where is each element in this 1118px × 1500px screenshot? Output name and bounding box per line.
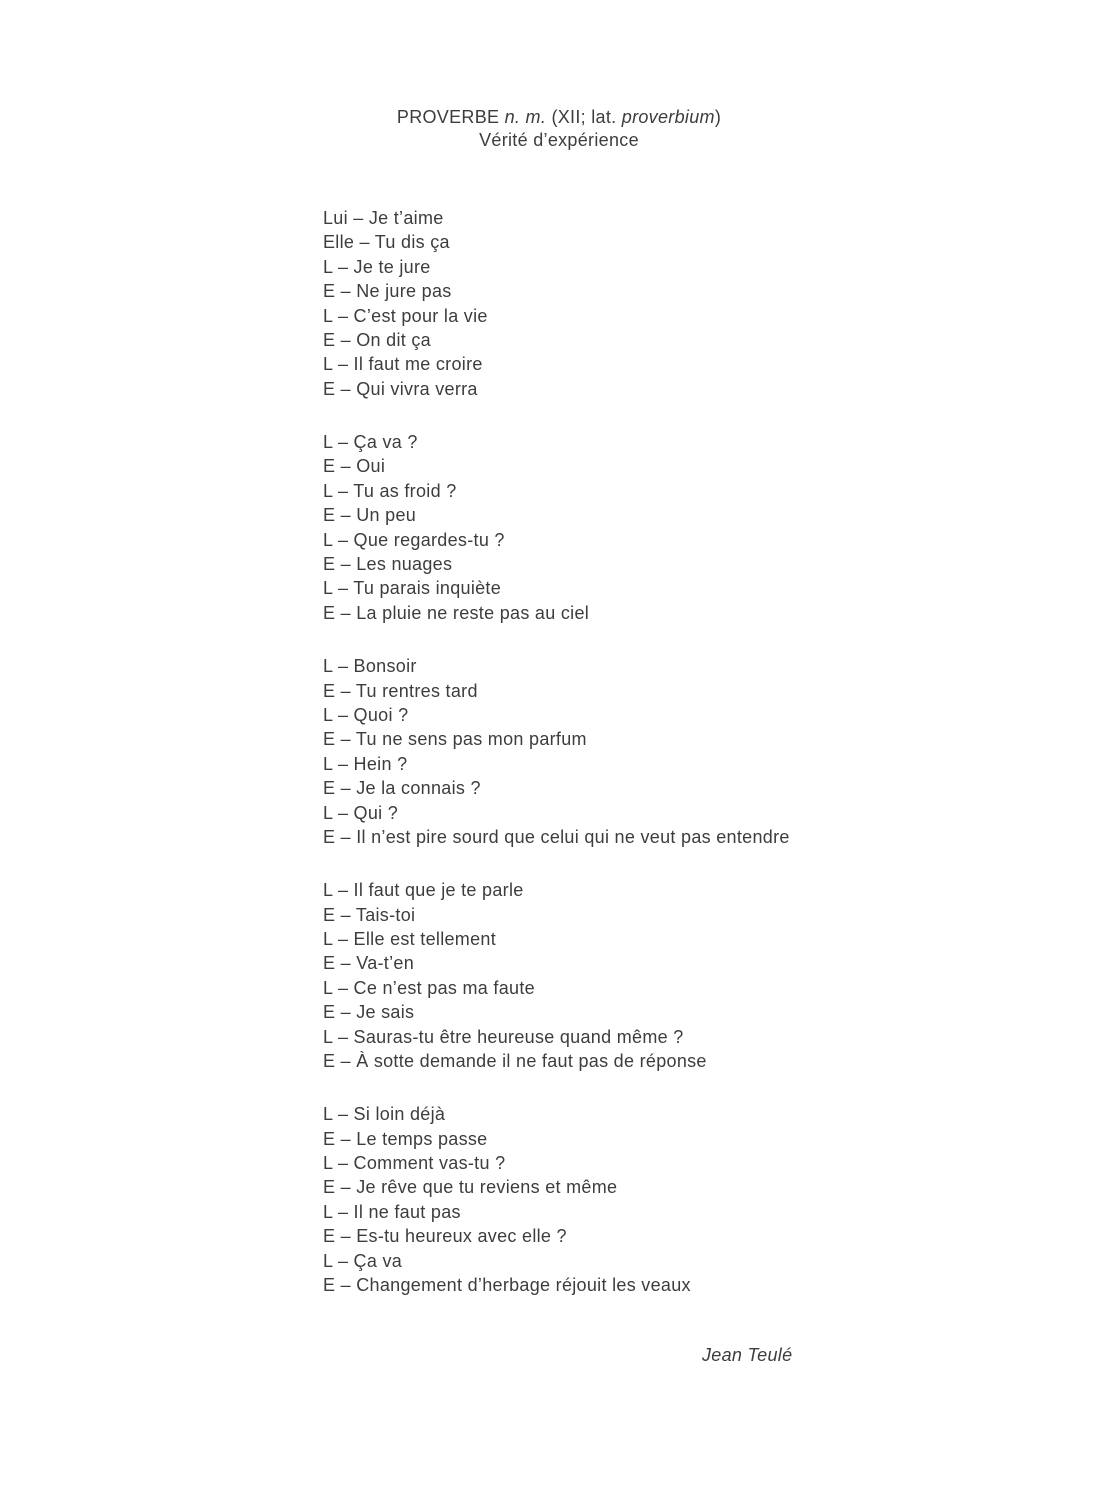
- title-term: PROVERBE: [396, 107, 505, 127]
- dialogue-line: L – Sauras-tu être heureuse quand même ?: [323, 1026, 684, 1047]
- dialogue-line: E – Il n’est pire sourd que celui qui ne veut pas entendre: [323, 826, 790, 847]
- dialogue-line: E – Oui: [323, 456, 386, 477]
- stanza-5: [323, 1102, 790, 1297]
- dialogue-line: L – Hein ?: [323, 753, 408, 774]
- dialogue-line: Lui – Je t’aime: [323, 208, 444, 228]
- title-etymology-close: ): [714, 107, 722, 127]
- dialogue-line: L – Tu parais inquiète: [323, 578, 502, 599]
- dialogue-line: E – Tais-toi: [323, 904, 416, 925]
- dialogue-line: L – Quoi ?: [323, 704, 409, 725]
- dialogue-line: L – Qui ?: [323, 802, 399, 823]
- dialogue-line: E – Ne jure pas: [323, 281, 452, 302]
- dialogue-line: E – Changement d’herbage réjouit les veaux: [323, 1275, 691, 1296]
- title-line: [0, 106, 1118, 129]
- stanza-3: [323, 654, 790, 849]
- dialogue-line: E – On dit ça: [323, 330, 431, 351]
- dialogue-line: Elle – Tu dis ça: [323, 232, 450, 253]
- dialogue-line: E – Tu rentres tard: [323, 680, 478, 701]
- dialogue-line: L – Tu as froid ?: [323, 480, 457, 501]
- title-etymology-latin: proverbium: [621, 107, 715, 127]
- dialogue-line: L – Ça va ?: [323, 432, 418, 453]
- dialogue-line: L – Il faut me croire: [323, 354, 483, 375]
- stanza-4: [323, 878, 790, 1073]
- dialogue-line: E – Qui vivra verra: [323, 378, 478, 399]
- dialogue-line: L – Elle est tellement: [323, 928, 497, 949]
- title-gender-abbrev: n. m.: [504, 107, 547, 127]
- dialogue-line: E – Je la connais ?: [323, 778, 481, 799]
- dialogue-line: L – Ça va: [323, 1250, 403, 1271]
- page-title-block: [0, 106, 1118, 152]
- dialogue-line: L – Comment vas-tu ?: [323, 1153, 506, 1173]
- author-signature: Jean Teulé: [702, 1345, 793, 1365]
- dialogue-line: L – Si loin déjà: [323, 1104, 446, 1125]
- dialogue-line: E – Va-t’en: [323, 953, 415, 974]
- dialogue-line: L – Il faut que je te parle: [323, 880, 524, 901]
- dialogue-line: L – Je te jure: [323, 256, 431, 277]
- title-etymology-open: (XII; lat.: [546, 107, 622, 127]
- title-definition: Vérité d’expérience: [479, 130, 639, 150]
- dialogue-line: E – Les nuages: [323, 554, 453, 575]
- dialogue-line: E – Le temps passe: [323, 1128, 488, 1149]
- poem-body: [323, 206, 790, 1297]
- dialogue-line: L – C’est pour la vie: [323, 305, 488, 326]
- dialogue-line: L – Bonsoir: [323, 656, 417, 677]
- dialogue-line: E – Je rêve que tu reviens et même: [323, 1177, 618, 1198]
- dialogue-line: E – Tu ne sens pas mon parfum: [323, 729, 587, 750]
- dialogue-line: E – À sotte demande il ne faut pas de réponse: [323, 1050, 707, 1071]
- dialogue-line: E – Un peu: [323, 505, 417, 526]
- stanza-1: [323, 206, 790, 401]
- dialogue-line: L – Que regardes-tu ?: [323, 529, 505, 550]
- dialogue-line: E – Je sais: [323, 1002, 415, 1023]
- dialogue-line: L – Il ne faut pas: [323, 1201, 461, 1222]
- dialogue-line: E – La pluie ne reste pas au ciel: [323, 602, 590, 623]
- dialogue-line: L – Ce n’est pas ma faute: [323, 977, 535, 998]
- stanza-2: [323, 430, 790, 625]
- dialogue-line: E – Es-tu heureux avec elle ?: [323, 1226, 567, 1247]
